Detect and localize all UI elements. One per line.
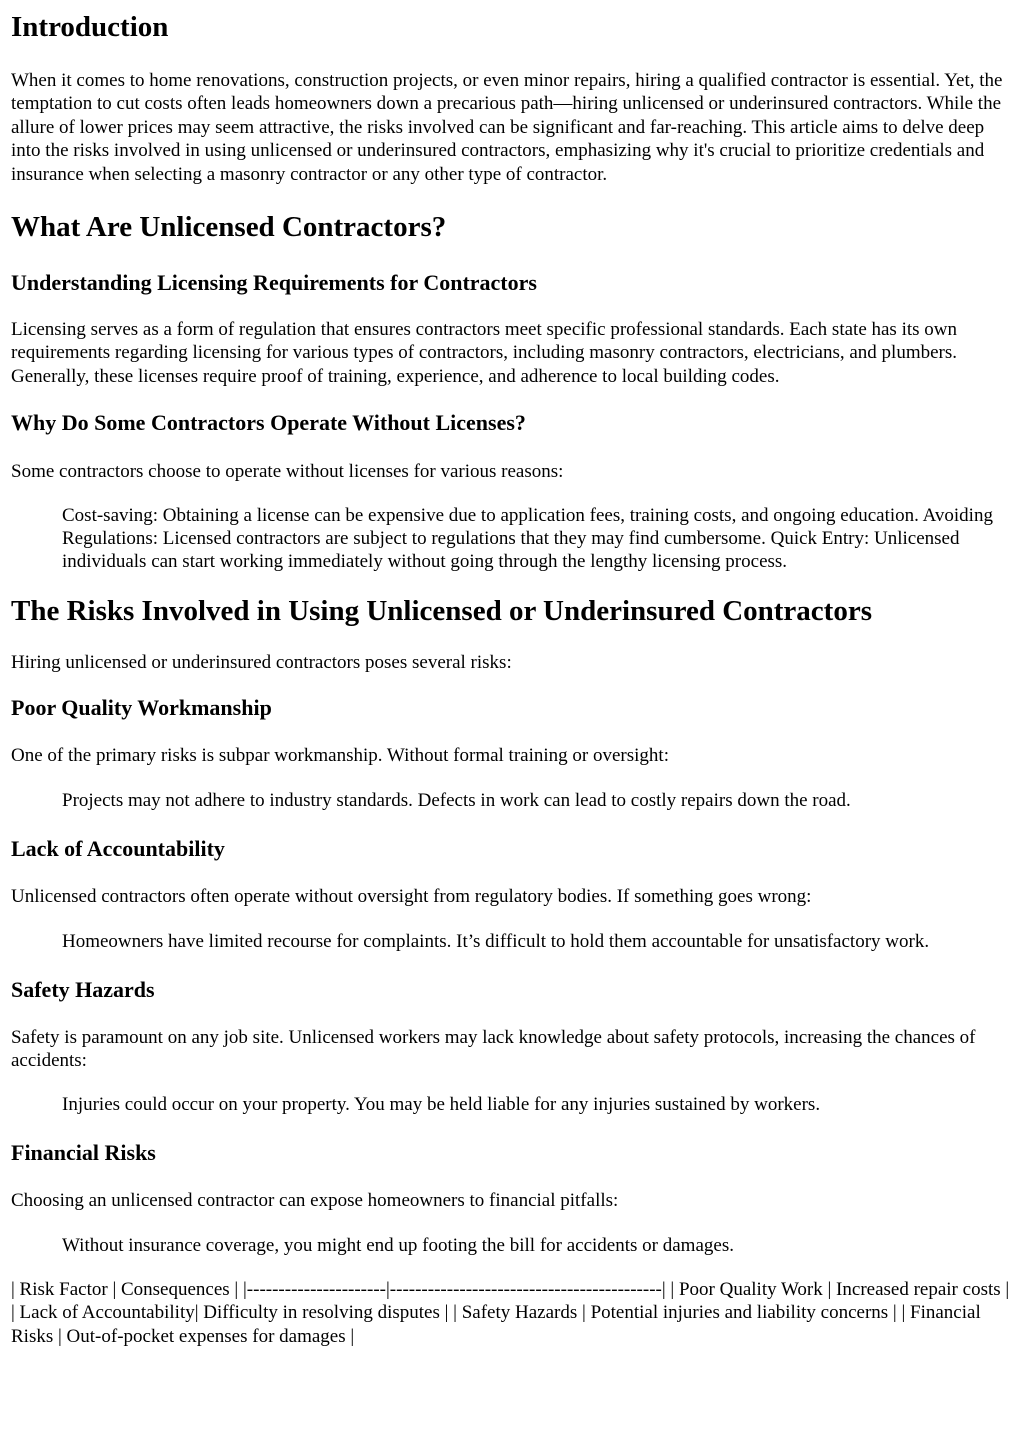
safety-subheading: Safety Hazards — [11, 976, 155, 1002]
risks-paragraph: Hiring unlicensed or underinsured contractors poses several risks: — [11, 651, 512, 673]
why-paragraph: Some contractors choose to operate without licenses for various reasons: — [11, 461, 564, 483]
financial-paragraph: Choosing an unlicensed contractor can expose homeowners to financial pitfalls: — [11, 1190, 619, 1212]
accountability-subheading: Lack of Accountability — [11, 836, 225, 862]
financial-subheading: Financial Risks — [11, 1140, 156, 1166]
article — [0, 10, 1012, 1348]
quality-list: Projects may not adhere to industry standards. Defects in work can lead to costly repairs down the road. — [62, 789, 851, 811]
safety-list: Injuries could occur on your property. You may be held liable for any injuries sustained by workers. — [62, 1093, 821, 1115]
quality-paragraph: One of the primary risks is subpar workmanship. Without formal training or oversight: — [11, 745, 669, 767]
risk-table-text: | Risk Factor | Consequences | |----------------------|-------------------------------------------| | Poor Quality Work | Increased repair costs | | Lack of Accountability| Difficulty in resolving disputes | | Safety Hazards | Potential injuries and liability concerns | | Financial Risks | Out-of-pocket expenses for damages | — [11, 1278, 1010, 1347]
accountability-list: Homeowners have limited recourse for complaints. It’s difficult to hold them accountable for unsatisfactory work. — [62, 930, 930, 952]
risks-heading: The Risks Involved in Using Unlicensed or Underinsured Contractors — [11, 594, 872, 627]
safety-paragraph: Safety is paramount on any job site. Unlicensed workers may lack knowledge about safety protocols, increasing the chances of accidents: — [11, 1026, 976, 1072]
intro-paragraph: When it comes to home renovations, construction projects, or even minor repairs, hiring a qualified contractor is essential. Yet, the temptation to cut costs often leads homeowners down a precarious path—hiring unlicensed or underinsured contractors. While the allure of lower prices may seem attractive, the risks involved can be significant and far-reaching. This article aims to delve deep into the risks involved in using unlicensed or underinsured contractors, emphasizing why it's crucial to prioritize credentials and insurance when selecting a masonry contractor or any other type of contractor. — [11, 70, 1003, 185]
quality-subheading: Poor Quality Workmanship — [11, 695, 272, 721]
why-subheading: Why Do Some Contractors Operate Without Licenses? — [11, 410, 526, 436]
financial-list: Without insurance coverage, you might end up footing the bill for accidents or damages. — [62, 1234, 734, 1256]
accountability-paragraph: Unlicensed contractors often operate without oversight from regulatory bodies. If something goes wrong: — [11, 886, 812, 908]
licensing-subheading: Understanding Licensing Requirements for Contractors — [11, 270, 537, 296]
what-heading: What Are Unlicensed Contractors? — [11, 211, 447, 244]
intro-heading: Introduction — [11, 11, 169, 43]
licensing-paragraph: Licensing serves as a form of regulation that ensures contractors meet specific professional standards. Each state has its own requirements regarding licensing for various types of contractors, including masonry contractors, electricians, and plumbers. Generally, these licenses require proof of training, experience, and adherence to local building codes. — [11, 319, 958, 387]
why-list: Cost-saving: Obtaining a license can be expensive due to application fees, training costs, and ongoing education. Avoiding Regulations: Licensed contractors are subject to regulations that they may find cumbersome. Quick Entry: Unlicensed individuals can start working immediately without going through the lengthy licensing process. — [62, 504, 993, 573]
